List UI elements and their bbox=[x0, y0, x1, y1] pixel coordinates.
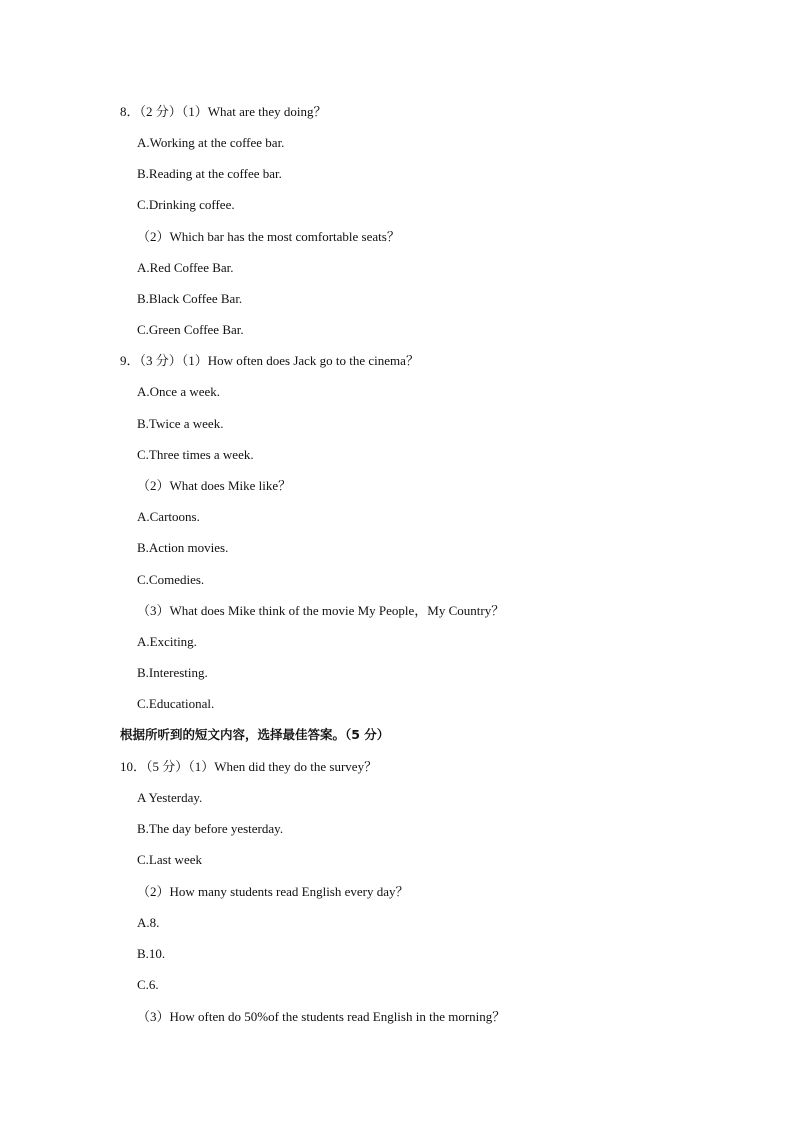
q10-1-option-b: B.The day before yesterday. bbox=[137, 821, 284, 836]
q8-1-option-c: C.Drinking coffee. bbox=[137, 197, 235, 212]
q9-1-option-b: B.Twice a week. bbox=[137, 416, 224, 431]
q9-2-option-b: B.Action movies. bbox=[137, 540, 229, 555]
section-heading: 根据所听到的短文内容，选择最佳答案。（5 分） bbox=[120, 727, 390, 742]
q10-3-prompt: （3）How often do 50%of the students read English in the morning？ bbox=[137, 1009, 506, 1024]
q9-1-option-a: A.Once a week. bbox=[137, 384, 221, 399]
q9-2-prompt: （2）What does Mike like？ bbox=[137, 478, 292, 493]
q9-3-option-c: C.Educational. bbox=[137, 696, 215, 711]
q9-3-option-b: B.Interesting. bbox=[137, 665, 208, 680]
q10-2-option-b: B.10. bbox=[137, 946, 166, 961]
q10-1-option-c: C.Last week bbox=[137, 852, 202, 867]
q8-1-option-b: B.Reading at the coffee bar. bbox=[137, 166, 282, 181]
question-9-header: 9．（3 分）（1）How often does Jack go to the cinema？ bbox=[120, 353, 419, 368]
q10-2-option-a: A.8. bbox=[137, 915, 160, 930]
q9-3-prompt: （3）What does Mike think of the movie My People，My Country？ bbox=[137, 603, 505, 618]
q8-1-option-a: A.Working at the coffee bar. bbox=[137, 135, 285, 150]
q8-2-option-b: B.Black Coffee Bar. bbox=[137, 291, 243, 306]
q10-1-option-a: A Yesterday. bbox=[137, 790, 203, 805]
q10-2-option-c: C.6. bbox=[137, 977, 159, 992]
question-8-header: 8．（2 分）（1）What are they doing？ bbox=[120, 104, 327, 119]
question-10-header: 10．（5 分）（1）When did they do the survey？ bbox=[120, 759, 378, 774]
q9-2-option-a: A.Cartoons. bbox=[137, 509, 200, 524]
q8-2-option-a: A.Red Coffee Bar. bbox=[137, 260, 234, 275]
q9-2-option-c: C.Comedies. bbox=[137, 572, 205, 587]
q8-2-prompt: （2）Which bar has the most comfortable seats？ bbox=[137, 229, 400, 244]
q9-3-option-a: A.Exciting. bbox=[137, 634, 197, 649]
q10-2-prompt: （2）How many students read English every day？ bbox=[137, 884, 409, 899]
q9-1-option-c: C.Three times a week. bbox=[137, 447, 254, 462]
q8-2-option-c: C.Green Coffee Bar. bbox=[137, 322, 244, 337]
